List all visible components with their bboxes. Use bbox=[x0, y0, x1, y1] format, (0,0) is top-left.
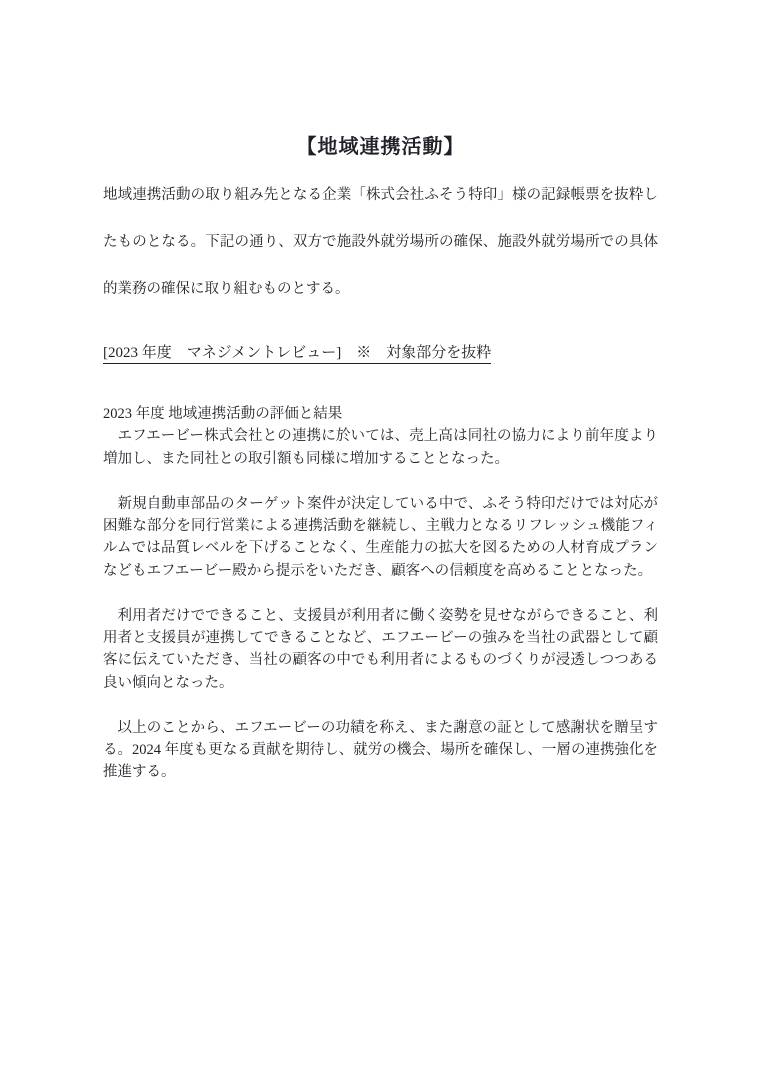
section-heading-text: [2023 年度 マネジメントレビュー] ※ 対象部分を抜粋 bbox=[103, 345, 491, 364]
document-title: 【地域連携活動】 bbox=[296, 136, 465, 158]
section-heading bbox=[103, 341, 658, 365]
review-paragraph: 利用者だけでできること、支援員が利用者に働く姿勢を見せながらできること、利用者と支援員が連携してできることなど、エフエービーの強みを当社の武器として顧客に伝えていただき、当社の顧客の中でも利用者によるものづくりが浸透しつつある良い傾向となった。 bbox=[103, 607, 658, 691]
review-section bbox=[103, 403, 658, 784]
review-paragraph: エフエービー株式会社との連携に於いては、売上高は同社の協力により前年度より増加し、また同社との取引額も同様に増加することとなった。 bbox=[103, 428, 658, 467]
review-paragraph: 新規自動車部品のターゲット案件が決定している中で、ふそう特印だけでは対応が困難な部分を同行営業による連携活動を継続し、主戦力となるリフレッシュ機能フィルムでは品質レベルを下げることなく、生産能力の拡大を図るための人材育成プランなどもエフエービー殿から提示をいただき、顧客への信頼度を高めることとなった。 bbox=[103, 495, 658, 579]
review-heading: 2023 年度 地域連携活動の評価と結果 bbox=[103, 406, 343, 422]
intro-paragraph: 地域連携活動の取り組み先となる企業「株式会社ふそう特印」様の記録帳票を抜粋したものとなる。下記の通り、双方で施設外就労場所の確保、施設外就労場所での具体的業務の確保に取り組むものとする。 bbox=[103, 187, 658, 297]
review-paragraph: 以上のことから、エフエービーの功績を称え、また謝意の証として感謝状を贈呈する。2024 年度も更なる貢献を期待し、就労の機会、場所を確保し、一層の連携強化を推進する。 bbox=[103, 719, 658, 781]
